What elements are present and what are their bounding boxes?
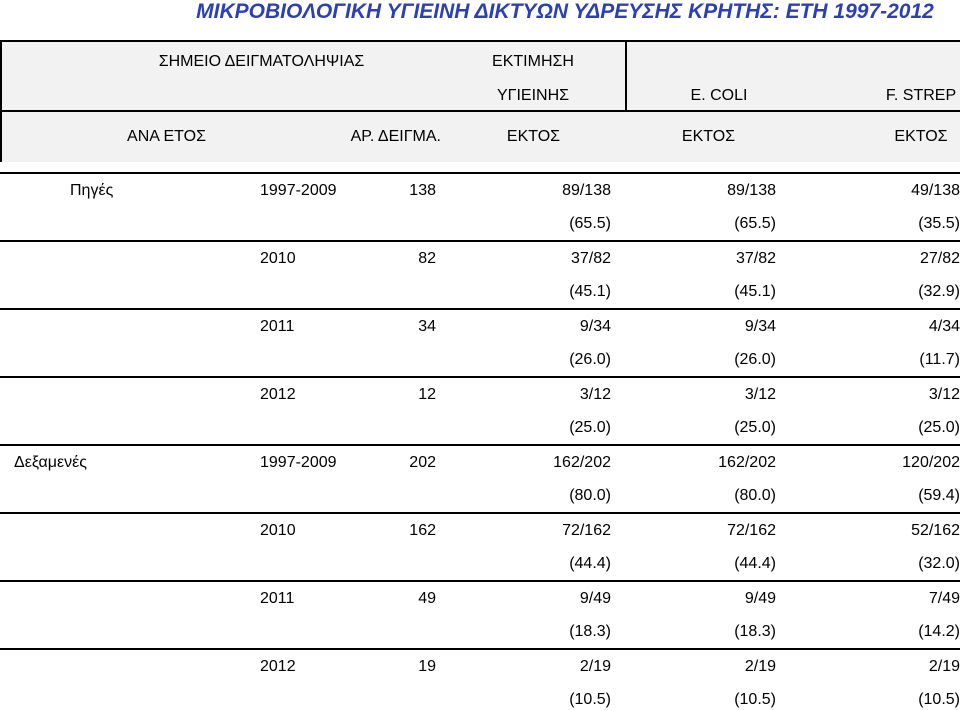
fstrep-percent-cell: (32.0) — [918, 554, 960, 572]
header-estimate: ΕΚΤΙΜΗΣΗ — [441, 41, 626, 82]
header-sample-count: ΑΡ. ΔΕΙΓΜΑ. — [291, 111, 441, 162]
year-cell: 2010 — [140, 513, 290, 547]
empty-cell — [290, 411, 440, 445]
hygiene-percent-cell: (44.4) — [569, 554, 611, 572]
ecoli-ratio-cell: 9/49 — [625, 581, 790, 615]
fstrep-ratio-cell: 7/49 — [790, 581, 960, 615]
empty-cell — [290, 275, 440, 309]
ecoli-ratio-cell: 9/34 — [625, 309, 790, 343]
fstrep-percent-cell: (59.4) — [918, 486, 960, 504]
data-table — [0, 40, 960, 162]
category-label — [0, 377, 140, 411]
header-fstrep: F. STREP — [791, 82, 960, 111]
fstrep-percent-cell: (11.7) — [919, 350, 960, 368]
hygiene-ratio-cell: 162/202 — [440, 445, 625, 479]
empty-cell — [290, 683, 440, 710]
table-row-percent — [0, 207, 960, 241]
table-row-percent — [0, 411, 960, 445]
category-label — [0, 309, 140, 343]
header-row-2 — [1, 82, 960, 111]
category-label: Πηγές — [0, 173, 140, 207]
fstrep-ratio-cell: 120/202 — [790, 445, 960, 479]
fstrep-ratio-cell: 2/19 — [790, 649, 960, 683]
ecoli-percent-cell: (10.5) — [734, 690, 776, 708]
year-cell: 2010 — [140, 241, 290, 275]
empty-cell — [290, 343, 440, 377]
fstrep-percent-cell: (32.9) — [918, 282, 960, 300]
empty-cell — [140, 207, 290, 241]
table-row-percent — [0, 343, 960, 377]
table-row-percent — [0, 479, 960, 513]
ecoli-percent-cell: (18.3) — [734, 622, 776, 640]
empty-cell — [140, 275, 290, 309]
sample-count-cell: 19 — [290, 649, 440, 683]
ecoli-percent-cell: (25.0) — [734, 418, 776, 436]
empty-cell — [0, 343, 140, 377]
header-out-fstrep: ΕΚΤΟΣ — [791, 111, 960, 162]
hygiene-ratio-cell: 9/49 — [440, 581, 625, 615]
fstrep-ratio-cell: 3/12 — [790, 377, 960, 411]
data-body — [0, 172, 960, 710]
ecoli-ratio-cell: 3/12 — [625, 377, 790, 411]
hygiene-ratio-cell: 37/82 — [440, 241, 625, 275]
page-title: ΜΙΚΡΟΒΙΟΛΟΓΙΚΗ ΥΓΙΕΙΝΗ ΔΙΚΤΥΩΝ ΥΔΡΕΥΣΗΣ ΚΡΗΤΗΣ: ΕΤΗ 1997-2012 — [196, 0, 934, 23]
empty-cell — [290, 207, 440, 241]
ecoli-ratio-cell: 37/82 — [625, 241, 790, 275]
fstrep-percent-cell: (25.0) — [918, 418, 960, 436]
sample-count-cell: 202 — [290, 445, 440, 479]
empty-cell — [0, 547, 140, 581]
category-label — [0, 513, 140, 547]
fstrep-ratio-cell: 27/82 — [790, 241, 960, 275]
header-hygiene: ΥΓΙΕΙΝΗΣ — [441, 82, 626, 111]
table-row — [0, 445, 960, 479]
header-per-year: ΑΝΑ ΕΤΟΣ — [1, 111, 291, 162]
table-row — [0, 309, 960, 343]
year-cell: 2011 — [140, 581, 290, 615]
header-empty-cell — [626, 41, 960, 82]
category-label — [0, 241, 140, 275]
category-label — [0, 649, 140, 683]
table-row — [0, 377, 960, 411]
hygiene-percent-cell: (18.3) — [569, 622, 611, 640]
table-row-percent — [0, 615, 960, 649]
empty-cell — [0, 411, 140, 445]
header-out-hygiene: ΕΚΤΟΣ — [441, 111, 626, 162]
ecoli-percent-cell: (65.5) — [734, 214, 776, 232]
ecoli-ratio-cell: 162/202 — [625, 445, 790, 479]
hygiene-ratio-cell: 2/19 — [440, 649, 625, 683]
table-row — [0, 173, 960, 207]
sample-count-cell: 34 — [290, 309, 440, 343]
header-empty-cell — [1, 82, 441, 111]
empty-cell — [0, 683, 140, 710]
ecoli-percent-cell: (44.4) — [734, 554, 776, 572]
header-row-1 — [1, 41, 960, 82]
hygiene-ratio-cell: 3/12 — [440, 377, 625, 411]
fstrep-ratio-cell: 4/34 — [790, 309, 960, 343]
hygiene-percent-cell: (26.0) — [569, 350, 611, 368]
fstrep-percent-cell: (35.5) — [918, 214, 960, 232]
empty-cell — [290, 479, 440, 513]
empty-cell — [140, 479, 290, 513]
header-ecoli: E. COLI — [626, 82, 791, 111]
year-cell: 2012 — [140, 649, 290, 683]
hygiene-ratio-cell: 9/34 — [440, 309, 625, 343]
empty-cell — [140, 683, 290, 710]
ecoli-ratio-cell: 2/19 — [625, 649, 790, 683]
year-cell: 1997-2009 — [140, 445, 290, 479]
empty-cell — [140, 343, 290, 377]
fstrep-percent-cell: (10.5) — [918, 690, 960, 708]
ecoli-percent-cell: (26.0) — [734, 350, 776, 368]
empty-cell — [0, 207, 140, 241]
category-label — [0, 581, 140, 615]
hygiene-percent-cell: (65.5) — [569, 214, 611, 232]
empty-cell — [290, 615, 440, 649]
hygiene-ratio-cell: 89/138 — [440, 173, 625, 207]
ecoli-ratio-cell: 72/162 — [625, 513, 790, 547]
sample-count-cell: 49 — [290, 581, 440, 615]
table-row-percent — [0, 683, 960, 710]
table-row — [0, 241, 960, 275]
hygiene-percent-cell: (80.0) — [569, 486, 611, 504]
header-row-3 — [1, 111, 960, 162]
empty-cell — [290, 547, 440, 581]
year-cell: 2012 — [140, 377, 290, 411]
table-row — [0, 513, 960, 547]
hygiene-percent-cell: (45.1) — [569, 282, 611, 300]
hygiene-percent-cell: (25.0) — [569, 418, 611, 436]
ecoli-ratio-cell: 89/138 — [625, 173, 790, 207]
fstrep-ratio-cell: 52/162 — [790, 513, 960, 547]
empty-cell — [140, 411, 290, 445]
ecoli-percent-cell: (45.1) — [734, 282, 776, 300]
header-out-ecoli: ΕΚΤΟΣ — [626, 111, 791, 162]
hygiene-percent-cell: (10.5) — [569, 690, 611, 708]
table-row — [0, 581, 960, 615]
sample-count-cell: 82 — [290, 241, 440, 275]
empty-cell — [140, 615, 290, 649]
year-cell: 2011 — [140, 309, 290, 343]
table-row-percent — [0, 275, 960, 309]
empty-cell — [0, 615, 140, 649]
fstrep-ratio-cell: 49/138 — [790, 173, 960, 207]
empty-cell — [0, 479, 140, 513]
empty-cell — [140, 547, 290, 581]
year-cell: 1997-2009 — [140, 173, 290, 207]
empty-cell — [0, 275, 140, 309]
sample-count-cell: 162 — [290, 513, 440, 547]
sample-count-cell: 138 — [290, 173, 440, 207]
sample-count-cell: 12 — [290, 377, 440, 411]
table-row-percent — [0, 547, 960, 581]
table-row — [0, 649, 960, 683]
hygiene-ratio-cell: 72/162 — [440, 513, 625, 547]
header-sampling-point: ΣΗΜΕΙΟ ΔΕΙΓΜΑΤΟΛΗΨΙΑΣ — [1, 41, 441, 82]
fstrep-percent-cell: (14.2) — [918, 622, 960, 640]
category-label: Δεξαμενές — [0, 445, 140, 479]
ecoli-percent-cell: (80.0) — [734, 486, 776, 504]
